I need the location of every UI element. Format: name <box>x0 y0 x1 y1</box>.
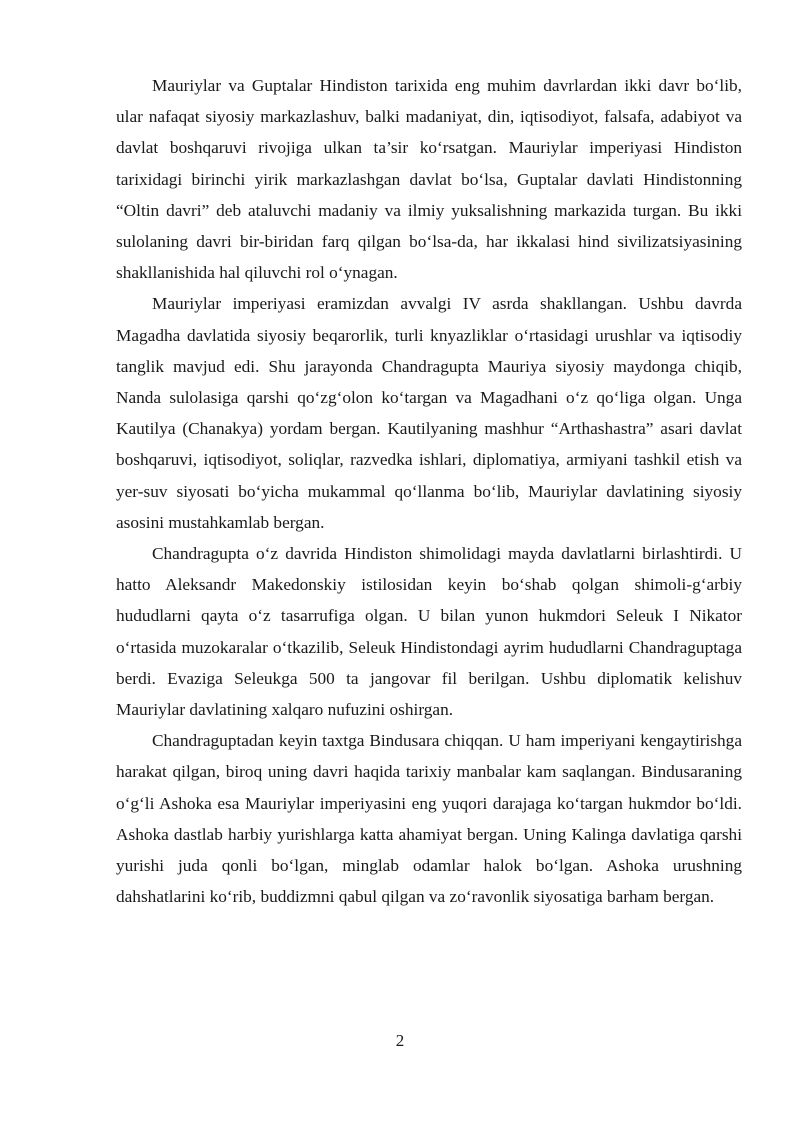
paragraph-1: Mauriylar va Guptalar Hindiston tarixida eng muhim davrlardan ikki davr bo‘lib, ular nafaqat siyosiy markazlashuv, balki madaniyat, din, iqtisodiyot, falsafa, adabiyot va davlat boshqaruvi rivojiga ulkan ta’sir ko‘rsatgan. Mauriylar imperiyasi Hindiston tarixidagi birinchi yirik markazlashgan davlat bo‘lsa, Guptalar davlati Hindistonning “Oltin davri” deb ataluvchi madaniy va ilmiy yuksalishning markazida turgan. Bu ikki sulolaning davri bir-biridan farq qilgan bo‘lsa-da, har ikkalasi hind sivilizatsiyasining shakllanishida hal qiluvchi rol o‘ynagan. <box>116 76 742 283</box>
paragraph-2: Mauriylar imperiyasi eramizdan avvalgi IV asrda shakllangan. Ushbu davrda Magadha davlatida siyosiy beqarorlik, turli knyazliklar o‘rtasidagi urushlar va iqtisodiy tanglik mavjud edi. Shu jarayonda Chandragupta Mauriya siyosiy maydonga chiqib, Nanda sulolasiga qarshi qo‘zg‘olon ko‘targan va Magadhani o‘z qo‘liga olgan. Unga Kautilya (Chanakya) yordam bergan. Kautilyaning mashhur “Arthashastra” asari davlat boshqaruvi, iqtisodiyot, soliqlar, razvedka ishlari, diplomatiya, armiyani tashkil etish va yer-suv siyosati bo‘yicha mukammal qo‘llanma bo‘lib, Mauriylar davlatining siyosiy asosini mustahkamlab bergan. <box>116 294 742 532</box>
page-number: 2 <box>395 1031 405 1050</box>
paragraph-3: Chandragupta o‘z davrida Hindiston shimolidagi mayda davlatlarni birlashtirdi. U hatto Aleksandr Makedonskiy istilosidan keyin bo‘shab qolgan shimoli-g‘arbiy hududlarni qayta o‘z tasarrufiga olgan. U bilan yunon hukmdori Seleuk I Nikator o‘rtasida muzokaralar o‘tkazilib, Seleuk Hindistondagi ayrim hududlarni Chandraguptaga berdi. Evaziga Seleukga 500 ta jangovar fil berilgan. Ushbu diplomatik kelishuv Mauriylar davlatining xalqaro nufuzini oshirgan. <box>116 544 742 720</box>
paragraph-4: Chandraguptadan keyin taxtga Bindusara chiqqan. U ham imperiyani kengaytirishga harakat qilgan, biroq uning davri haqida tarixiy manbalar kam saqlangan. Bindusaraning o‘g‘li Ashoka esa Mauriylar imperiyasini eng yuqori darajaga ko‘targan hukmdor bo‘ldi. Ashoka dastlab harbiy yurishlarga katta ahamiyat bergan. Uning Kalinga davlatiga qarshi yurishi juda qonli bo‘lgan, minglab odamlar halok bo‘lgan. Ashoka urushning dahshatlarini ko‘rib, buddizmni qabul qilgan va zo‘ravonlik siyosatiga barham bergan. <box>116 731 742 907</box>
page-body <box>116 70 742 912</box>
